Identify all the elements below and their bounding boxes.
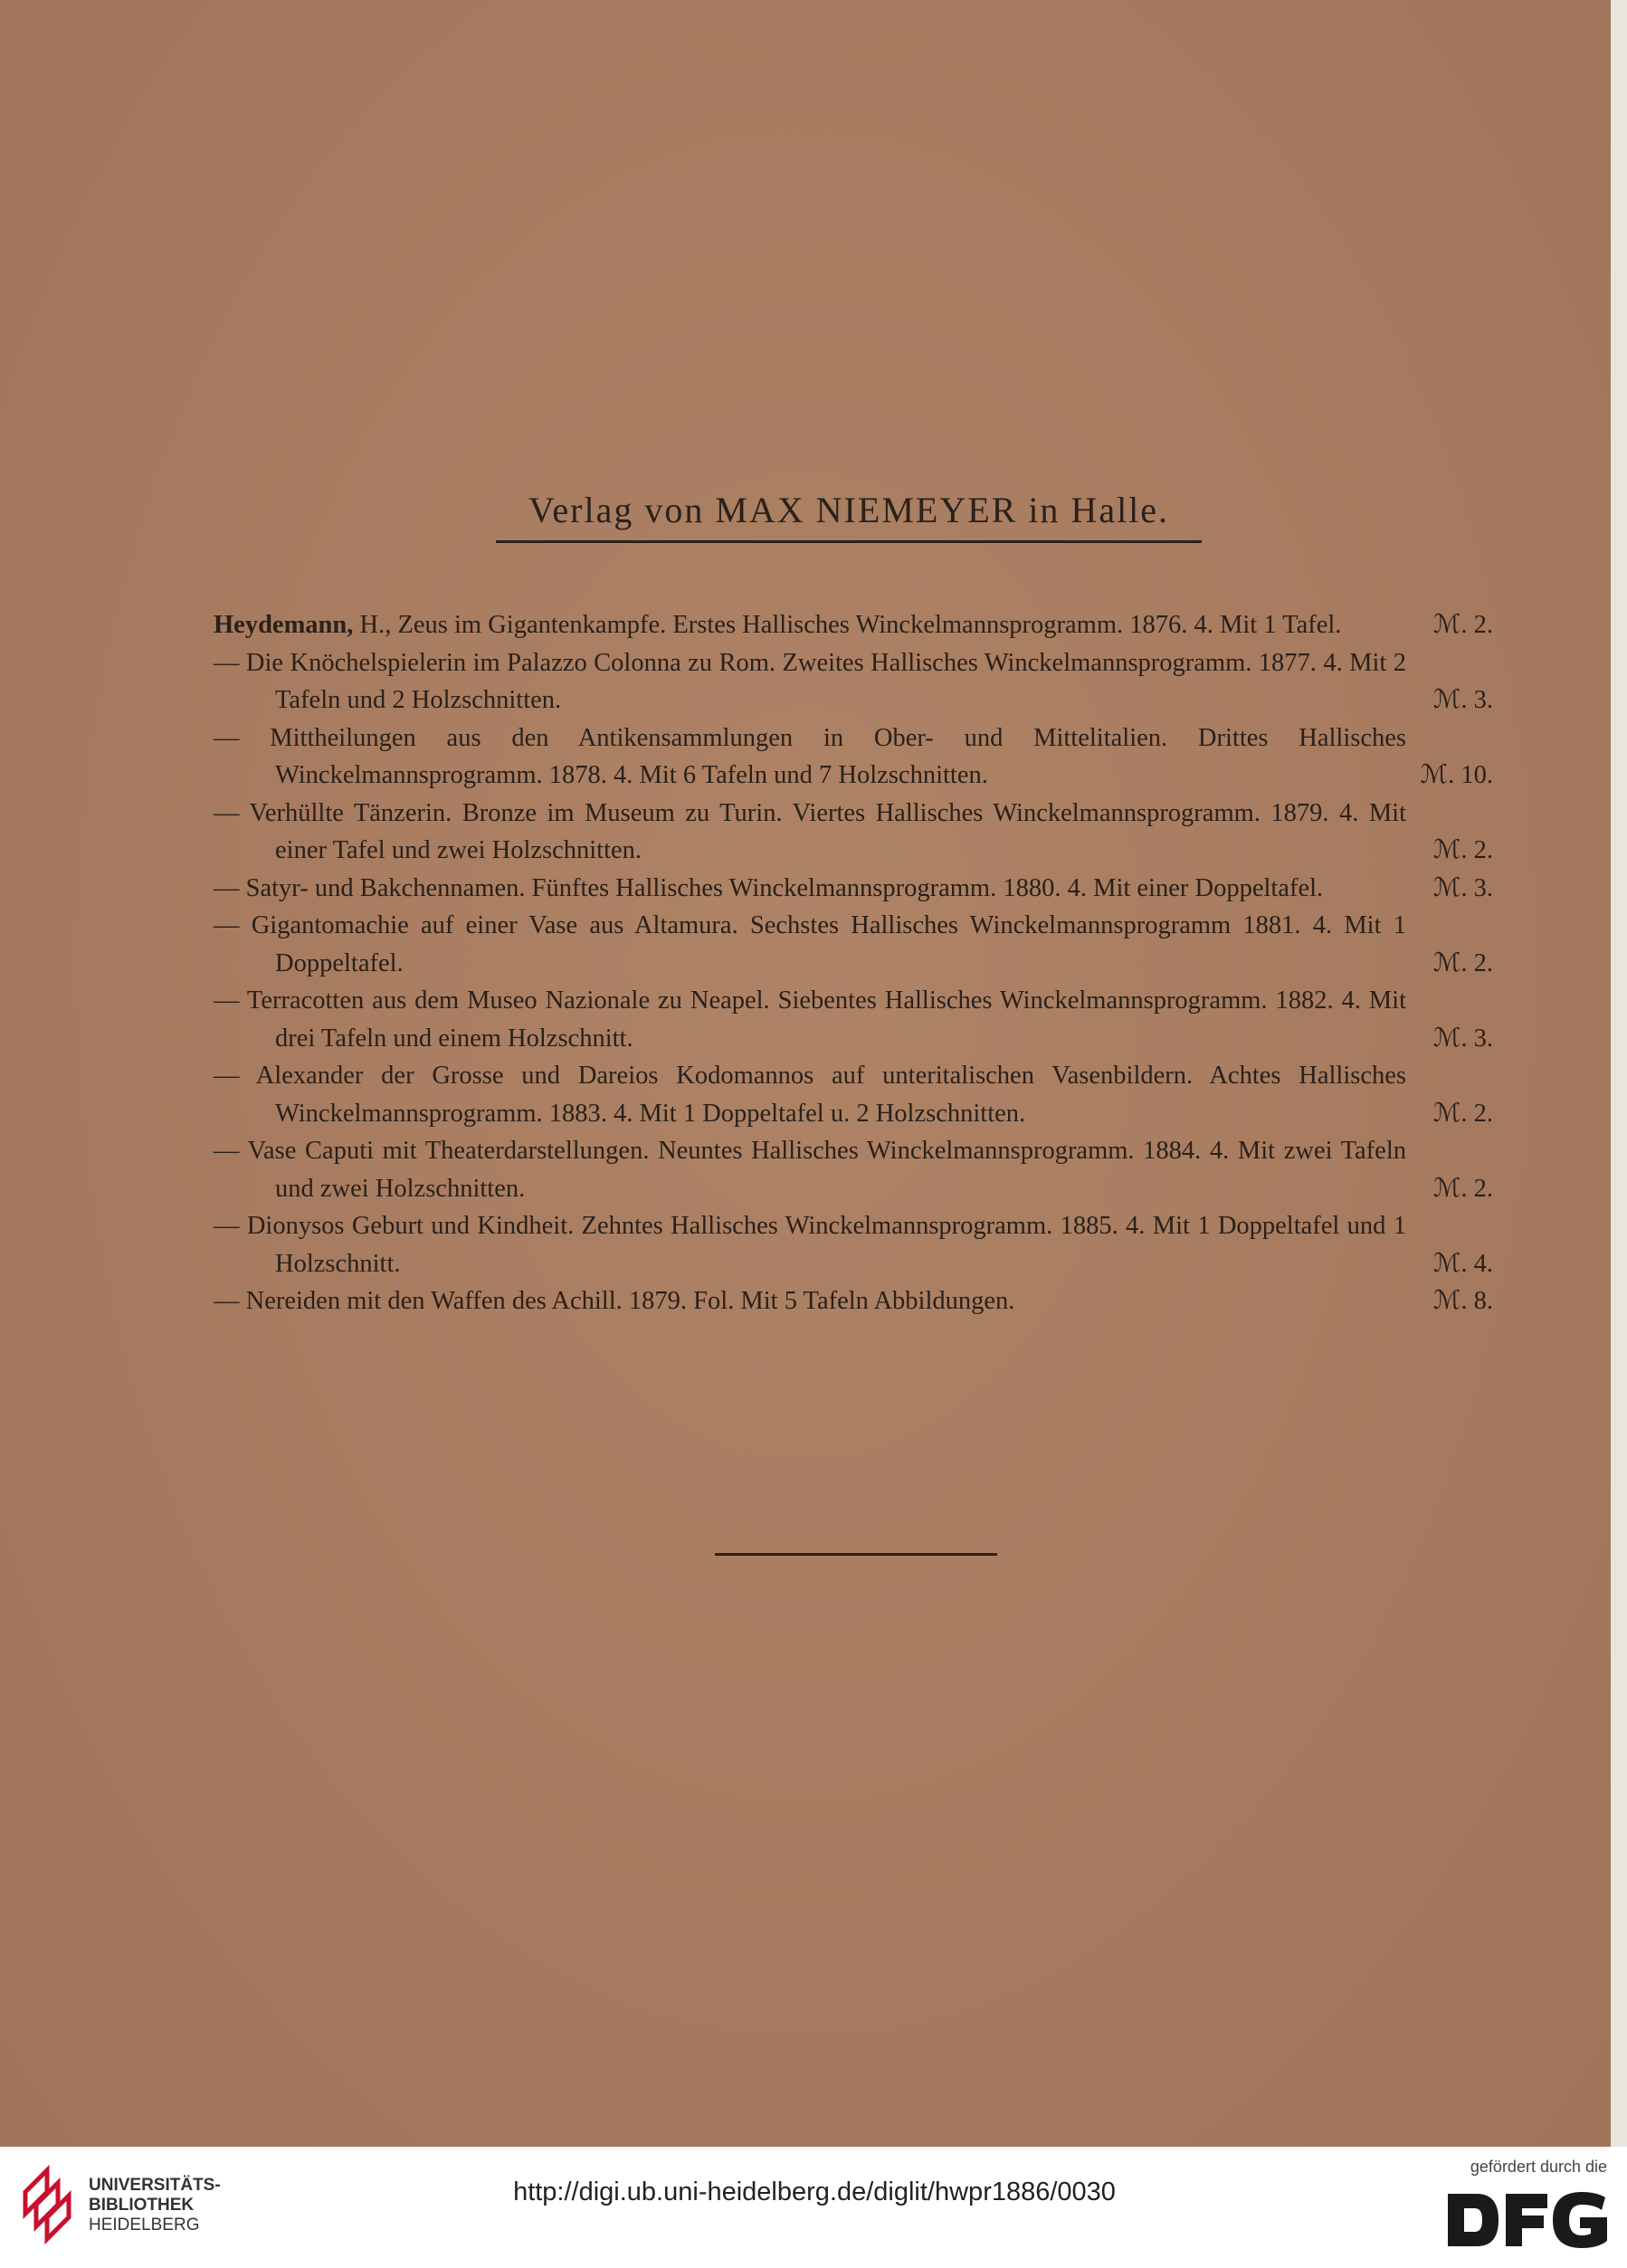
entry-description [214, 644, 1493, 719]
closing-rule [715, 1553, 997, 1556]
entry-price: ℳ. 8. [1432, 1287, 1493, 1315]
entry-price: ℳ. 3. [1432, 1024, 1493, 1053]
entry-price: ℳ. 4. [1432, 1249, 1493, 1278]
entry-author: Heydemann, [214, 611, 354, 639]
heading-underline [496, 540, 1202, 543]
entry-description [214, 1132, 1493, 1207]
entry-price: ℳ. 3. [1432, 686, 1493, 714]
entry-description [214, 1057, 1493, 1132]
publication-entry [214, 870, 1493, 908]
publication-entry [214, 1057, 1493, 1132]
digitization-footer [0, 2147, 1627, 2268]
entry-price: ℳ. 2. [1432, 1099, 1493, 1128]
publication-list [214, 606, 1493, 1320]
ub-heidelberg-logo-icon[interactable] [20, 2165, 76, 2244]
entry-description [214, 982, 1493, 1057]
dfg-logo-icon[interactable] [1446, 2190, 1609, 2250]
entry-title: — Terracotten aus dem Museo Nazionale zu Neapel. Siebentes Hallisches Winckelmannsprogramm. 1882. 4. Mit drei Tafeln und einem Holzschnitt. [214, 986, 1406, 1053]
entry-price: ℳ. 2. [1432, 611, 1493, 639]
entry-description [214, 1282, 1493, 1320]
publication-entry [214, 644, 1493, 719]
entry-description [214, 719, 1493, 795]
entry-title: — Die Knöchelspielerin im Palazzo Colonna zu Rom. Zweites Hallisches Winckelmannsprogramm. 1877. 4. Mit 2 Tafeln und 2 Holzschnitten. [214, 648, 1406, 714]
entry-description [214, 870, 1493, 908]
entry-title: — Nereiden mit den Waffen des Achill. 1879. Fol. Mit 5 Tafeln Abbildungen. [214, 1287, 1015, 1315]
publication-entry [214, 1132, 1493, 1207]
entry-title: — Mittheilungen aus den Antikensammlungen in Ober- und Mittelitalien. Drittes Hallisches Winckelmannsprogramm. 1878. 4. Mit 6 Tafeln und 7 Holzschnitten. [214, 723, 1406, 789]
publication-entry [214, 719, 1493, 795]
entry-title: — Dionysos Geburt und Kindheit. Zehntes Hallisches Winckelmannsprogramm. 1885. 4. Mit 1 Doppeltafel und 1 Holzschnitt. [214, 1212, 1406, 1278]
entry-title: — Verhüllte Tänzerin. Bronze im Museum zu Turin. Viertes Hallisches Winckelmannsprogramm. 1879. 4. Mit einer Tafel und zwei Holzschnitten. [214, 798, 1406, 864]
library-name-line3: HEIDELBERG [89, 2216, 200, 2235]
funding-caption: gefördert durch die [1470, 2158, 1607, 2176]
scan-edge [1611, 0, 1627, 2147]
entry-description [214, 907, 1493, 982]
publication-entry [214, 795, 1493, 870]
entry-price: ℳ. 2. [1432, 1174, 1493, 1203]
entry-price: ℳ. 2. [1432, 948, 1493, 977]
entry-description [214, 795, 1493, 870]
entry-description [214, 1207, 1493, 1282]
publication-entry [214, 1207, 1493, 1282]
entry-price: ℳ. 3. [1432, 873, 1493, 902]
entry-title: — Alexander der Grosse und Dareios Kodomannos auf unteritalischen Vasenbildern. Achtes Hallisches Winckelmannsprogramm. 1883. 4. Mit 1 Doppeltafel u. 2 Holzschnitten. [214, 1062, 1406, 1128]
library-name-line2: BIBLIOTHEK [89, 2196, 195, 2215]
permalink-url[interactable]: http://digi.ub.uni-heidelberg.de/diglit/hwpr1886/0030 [513, 2177, 1116, 2206]
entry-description [214, 606, 1493, 644]
publisher-heading: Verlag von MAX NIEMEYER in Halle. [528, 490, 1170, 530]
publication-entry [214, 907, 1493, 982]
entry-title: H., Zeus im Gigantenkampfe. Erstes Hallisches Winckelmannsprogramm. 1876. 4. Mit 1 Tafel. [353, 611, 1342, 639]
library-name-line1: UNIVERSITÄTS- [89, 2176, 221, 2195]
entry-price: ℳ. 2. [1432, 836, 1493, 864]
entry-price: ℳ. 10. [1420, 761, 1493, 789]
entry-title: — Gigantomachie auf einer Vase aus Altamura. Sechstes Hallisches Winckelmannsprogramm 1881. 4. Mit 1 Doppeltafel. [214, 911, 1406, 977]
publication-entry [214, 982, 1493, 1057]
entry-title: — Vase Caputi mit Theaterdarstellungen. Neuntes Hallisches Winckelmannsprogramm. 1884. 4. Mit zwei Tafeln und zwei Holzschnitten. [214, 1137, 1406, 1203]
library-name[interactable] [89, 2176, 221, 2235]
entry-title: — Satyr- und Bakchennamen. Fünftes Hallisches Winckelmannsprogramm. 1880. 4. Mit einer Doppeltafel. [214, 873, 1324, 902]
publication-entry [214, 606, 1493, 644]
publication-entry [214, 1282, 1493, 1320]
